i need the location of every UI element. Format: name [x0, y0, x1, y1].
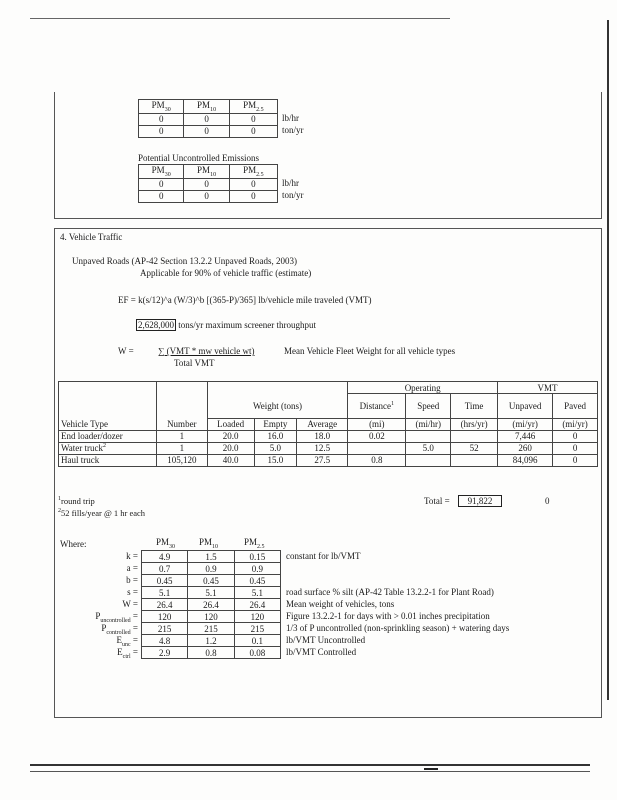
table-cell: 5.1 — [142, 587, 188, 599]
top-header-pm10: $PM_{10}$ — [184, 100, 229, 114]
where-table — [141, 550, 281, 659]
section-title: 4. Vehicle Traffic — [60, 232, 123, 242]
table-cell: 0.08 — [234, 647, 280, 659]
group-weight: Weight (tons) — [207, 394, 348, 419]
table-cell: 16.0 — [254, 430, 297, 442]
desc-w: Mean weight of vehicles, tons — [286, 599, 395, 609]
table-cell — [406, 430, 451, 442]
scan-mark — [424, 768, 438, 770]
col-distance-label: Distance — [359, 400, 392, 411]
table-cell — [406, 454, 451, 466]
table-cell: 0 — [184, 190, 229, 202]
table-cell: 12.5 — [297, 442, 348, 454]
table-cell: 0 — [139, 125, 184, 137]
table-cell: 0.8 — [188, 647, 234, 659]
pot-header-pm30: $PM_{30}$ — [139, 165, 184, 179]
desc-p-uncontrolled: Figure 13.2.2-1 for days with > 0.01 inches precipitation — [286, 611, 490, 621]
table-cell: 0 — [229, 125, 277, 137]
unit-mi: (mi) — [348, 418, 406, 430]
table-cell: 215 — [188, 623, 234, 635]
group-operating: Operating — [348, 382, 498, 394]
table-row — [142, 551, 281, 563]
col-unpaved: Unpaved — [498, 394, 553, 419]
table-cell: 4.8 — [142, 635, 188, 647]
desc-e-unc: lb/VMT Uncontrolled — [286, 635, 366, 645]
table-cell: 120 — [188, 611, 234, 623]
total-label: Total = — [424, 496, 450, 506]
throughput-text: tons/yr maximum screener throughput — [178, 320, 316, 330]
where-header-pm30: $PM_{30}$ — [156, 537, 176, 550]
col-vehicle-type: Vehicle Type — [59, 418, 157, 430]
page-edge-top — [30, 18, 450, 19]
table-cell: 2.9 — [142, 647, 188, 659]
footer-rule — [30, 764, 590, 766]
var-w: W = — [122, 599, 138, 609]
var-a: a = — [126, 563, 138, 573]
table-cell: 0 — [553, 430, 598, 442]
var-p-uncontrolled: $P_{uncontrolled}$ = — [95, 611, 138, 624]
var-p-controlled: $P_{controlled}$ = — [101, 623, 138, 636]
table-cell: 52 — [451, 442, 498, 454]
table-cell: 215 — [142, 623, 188, 635]
var-s: s = — [127, 587, 138, 597]
table-cell: 0.7 — [142, 563, 188, 575]
w-description: Mean Vehicle Fleet Weight for all vehicle types — [284, 346, 456, 356]
table-row — [59, 454, 598, 466]
top-section-box — [54, 92, 602, 219]
w-denominator: Total VMT — [174, 358, 215, 368]
col-distance: Distance$^1$ — [348, 394, 406, 419]
table-row — [142, 611, 281, 623]
table-cell: 26.4 — [188, 599, 234, 611]
col-loaded: Loaded — [207, 418, 254, 430]
table-cell: End loader/dozer — [59, 430, 157, 442]
table-cell: 215 — [234, 623, 280, 635]
unpaved-roads-heading: Unpaved Roads (AP-42 Section 13.2.2 Unpaved Roads, 2003) — [72, 256, 297, 266]
table-cell: 0 — [553, 454, 598, 466]
desc-p-controlled: 1/3 of P uncontrolled (non-sprinkling season) + watering days — [286, 623, 510, 633]
table-cell: 15.0 — [254, 454, 297, 466]
potential-table — [138, 164, 278, 203]
potential-heading: Potential Uncontrolled Emissions — [138, 153, 259, 163]
table-cell: 4.9 — [142, 551, 188, 563]
throughput-line — [136, 320, 316, 330]
table-cell: 5.0 — [406, 442, 451, 454]
col-average: Average — [297, 418, 348, 430]
group-vmt: VMT — [498, 382, 598, 394]
table-cell — [348, 442, 406, 454]
empty-header-cell — [207, 382, 348, 394]
table-cell: 18.0 — [297, 430, 348, 442]
var-b: b = — [126, 575, 138, 585]
unit-label: ton/yr — [282, 125, 304, 135]
table-row — [59, 442, 598, 454]
table-cell: 105,120 — [156, 454, 207, 466]
where-label: Where: — [60, 539, 87, 549]
unit-mihr: (mi/hr) — [406, 418, 451, 430]
table-cell: 120 — [142, 611, 188, 623]
table-cell: 0.02 — [348, 430, 406, 442]
col-paved: Paved — [553, 394, 598, 419]
table-cell: 120 — [234, 611, 280, 623]
table-cell: 84,096 — [498, 454, 553, 466]
table-cell: Haul truck — [59, 454, 157, 466]
var-e-ctrl: $E_{ctrl}$ = — [117, 647, 138, 660]
table-cell: 5.1 — [234, 587, 280, 599]
emission-factor-formula: EF = k(s/12)^a (W/3)^b [(365-P)/365] lb/vehicle mile traveled (VMT) — [118, 295, 372, 305]
col-number: Number — [156, 418, 207, 430]
unit-label: lb/hr — [282, 113, 299, 123]
var-k: k = — [126, 551, 138, 561]
table-cell: 0.45 — [234, 575, 280, 587]
var-e-unc: $E_{unc}$ = — [116, 635, 138, 648]
table-cell: 0 — [139, 178, 184, 190]
table-row — [142, 647, 281, 659]
desc-s: road surface % silt (AP-42 Table 13.2.2-1 for Plant Road) — [286, 587, 494, 597]
table-cell: 26.4 — [142, 599, 188, 611]
applicable-note: Applicable for 90% of vehicle traffic (estimate) — [140, 268, 312, 278]
throughput-value: 2,628,000 — [138, 320, 174, 330]
table-row — [142, 563, 281, 575]
w-numerator: ∑ (VMT * mw vehicle wt) — [158, 346, 255, 356]
top-header-pm25: $PM_{2.5}$ — [229, 100, 277, 114]
col-empty: Empty — [254, 418, 297, 430]
table-cell: 0.9 — [234, 563, 280, 575]
table-cell: 1 — [156, 442, 207, 454]
table-cell: Water truck$^2$ — [59, 442, 157, 454]
table-row — [59, 430, 598, 442]
table-cell: 0.45 — [188, 575, 234, 587]
table-cell — [451, 454, 498, 466]
table-cell — [451, 430, 498, 442]
vehicle-table — [58, 381, 598, 467]
footnote-2: $^2$52 fills/year @ 1 hr each — [58, 508, 146, 518]
table-row — [142, 635, 281, 647]
table-cell: 1.2 — [188, 635, 234, 647]
table-cell: 0 — [139, 190, 184, 202]
table-cell: 0 — [229, 178, 277, 190]
desc-k: constant for lb/VMT — [286, 551, 361, 561]
table-cell: 27.5 — [297, 454, 348, 466]
footnote-1-text: round trip — [61, 496, 95, 506]
pot-header-pm10: $PM_{10}$ — [184, 165, 229, 179]
table-cell: 40.0 — [207, 454, 254, 466]
total-vmt-value: 91,822 — [458, 495, 502, 507]
footer-rule-thin — [30, 771, 590, 772]
col-time: Time — [451, 394, 498, 419]
table-cell: 0 — [184, 113, 229, 125]
table-cell: 0 — [184, 178, 229, 190]
empty-header-cell — [59, 382, 157, 419]
table-row — [142, 575, 281, 587]
table-cell: 0 — [229, 113, 277, 125]
w-label: W = — [118, 346, 134, 356]
table-cell: 0 — [184, 125, 229, 137]
where-header-pm25: $PM_{2.5}$ — [244, 537, 265, 550]
table-cell: 0 — [553, 442, 598, 454]
desc-e-ctrl: lb/VMT Controlled — [286, 647, 357, 657]
water-truck-label: Water truck — [61, 443, 104, 453]
top-header-pm30: $PM_{30}$ — [139, 100, 184, 114]
table-cell: 260 — [498, 442, 553, 454]
footnote-1: $^1$round trip — [58, 496, 95, 506]
table-row — [142, 599, 281, 611]
table-cell: 0 — [229, 190, 277, 202]
table-cell: 5.1 — [188, 587, 234, 599]
table-cell: 20.0 — [207, 430, 254, 442]
unit-label: lb/hr — [282, 178, 299, 188]
table-row — [142, 623, 281, 635]
where-header-pm10: $PM_{10}$ — [199, 537, 219, 550]
table-cell: 0 — [139, 113, 184, 125]
table-row — [142, 587, 281, 599]
unit-hrsyr: (hrs/yr) — [451, 418, 498, 430]
table-cell: 26.4 — [234, 599, 280, 611]
table-cell: 1.5 — [188, 551, 234, 563]
pot-header-pm25: $PM_{2.5}$ — [229, 165, 277, 179]
col-speed: Speed — [406, 394, 451, 419]
unit-miyr-paved: (mi/yr) — [553, 418, 598, 430]
footnote-2-text: 52 fills/year @ 1 hr each — [61, 508, 146, 518]
table-cell: 0.45 — [142, 575, 188, 587]
unit-miyr: (mi/yr) — [498, 418, 553, 430]
unit-label: ton/yr — [282, 190, 304, 200]
table-cell: 0.8 — [348, 454, 406, 466]
table-cell: 7,446 — [498, 430, 553, 442]
top-table — [138, 99, 278, 138]
table-cell: 5.0 — [254, 442, 297, 454]
table-cell: 0.1 — [234, 635, 280, 647]
table-cell: 1 — [156, 430, 207, 442]
table-cell: 20.0 — [207, 442, 254, 454]
empty-header-cell — [156, 382, 207, 419]
page-edge-right — [607, 20, 609, 700]
total-paved-value: 0 — [545, 496, 550, 506]
table-cell: 0.9 — [188, 563, 234, 575]
table-cell: 0.15 — [234, 551, 280, 563]
